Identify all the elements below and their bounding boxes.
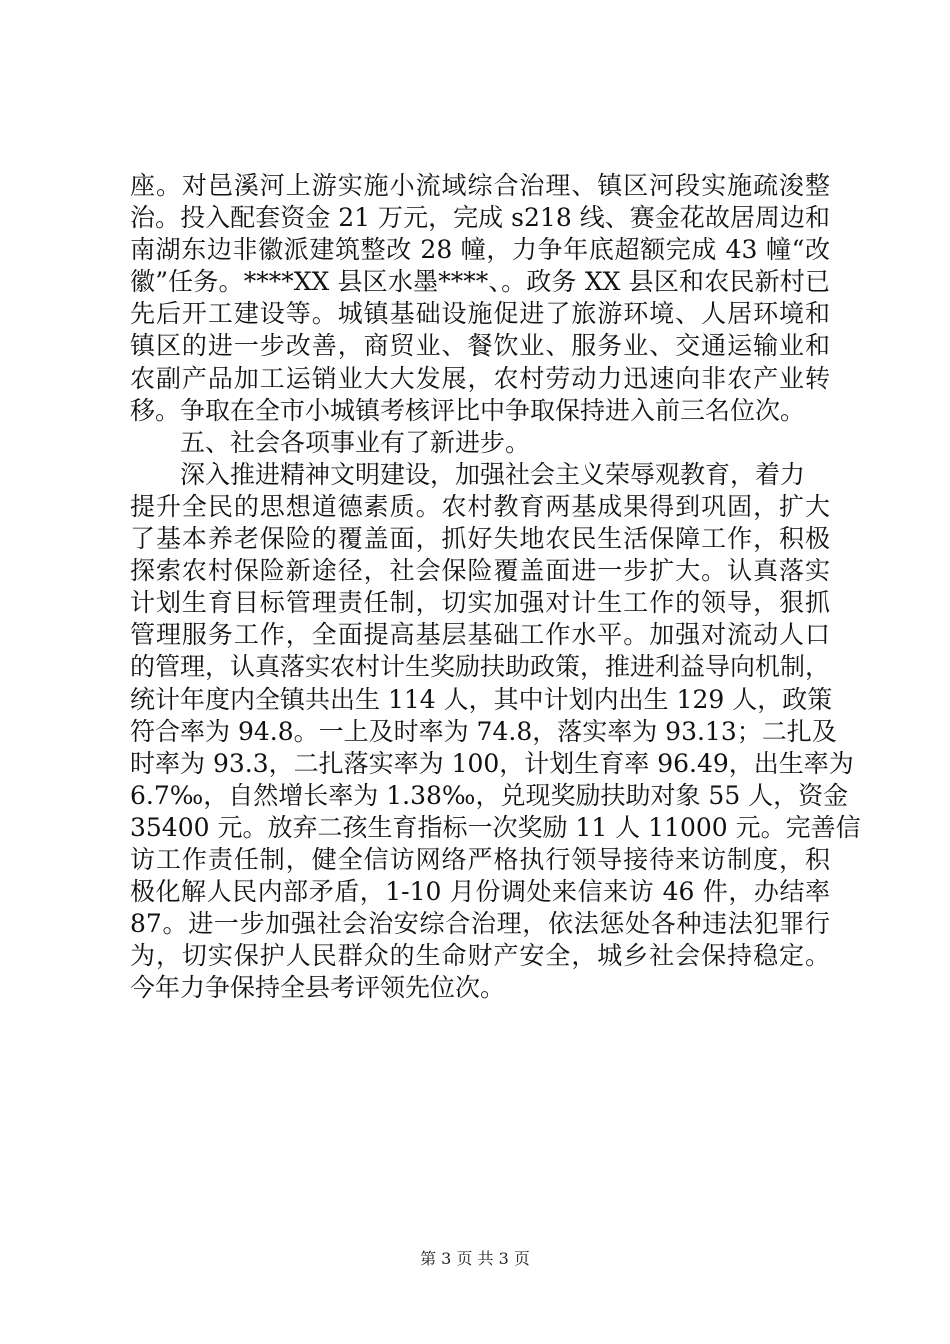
text-line: 符合率为 94.8。一上及时率为 74.8，落实率为 93.13；二扎及 [130,716,837,746]
text-line: 访工作责任制，健全信访网络严格执行领导接待来访制度，积 [130,844,830,874]
text-line: 35400 元。放弃二孩生育指标一次奖励 11 人 11000 元。完善信 [130,812,861,842]
text-line: 移。争取在全市小城镇考核评比中争取保持进入前三名位次。 [130,395,806,425]
text-line: 徽”任务。****XX 县区水墨****、。政务 XX 县区和农民新村已 [130,267,830,297]
text-line: 先后开工建设等。城镇基础设施促进了旅游环境、人居环境和 [130,299,830,329]
page-number-footer: 第 3 页 共 3 页 [420,1249,530,1268]
paragraph-first-line: 深入推进精神文明建设，加强社会主义荣辱观教育，着力 [180,459,806,489]
text-line: 提升全民的思想道德素质。农村教育两基成果得到巩固，扩大 [130,491,830,521]
text-line: 的管理，认真落实农村计生奖励扶助政策，推进利益导向机制， [130,652,831,682]
text-line: 为，切实保护人民群众的生命财产安全，城乡社会保持稳定。 [130,941,830,971]
text-line: 南湖东边非徽派建筑整改 28 幢，力争年底超额完成 43 幢“改 [130,235,830,265]
text-line: 探索农村保险新途径，社会保险覆盖面进一步扩大。认真落实 [130,556,830,586]
text-line: 极化解人民内部矛盾，1-10 月份调处来信来访 46 件，办结率 [130,877,830,907]
text-line: 统计年度内全镇共出生 114 人，其中计划内出生 129 人，政策 [130,684,833,714]
document-body [130,170,861,1004]
section-heading: 五、社会各项事业有了新进步。 [180,427,531,457]
text-line: 农副产品加工运销业大大发展，农村劳动力迅速向非农产业转 [130,363,830,393]
text-line: 87。进一步加强社会治安综合治理，依法惩处各种违法犯罪行 [130,909,830,939]
text-line: 时率为 93.3，二扎落实率为 100，计划生育率 96.49，出生率为 [130,748,854,778]
text-line: 今年力争保持全县考评领先位次。 [130,973,506,1003]
text-line: 治。投入配套资金 21 万元，完成 s218 线、赛金花故居周边和 [130,203,830,233]
text-line: 6.7‰，自然增长率为 1.38‰，兑现奖励扶助对象 55 人，资金 [130,780,849,810]
text-line: 了基本养老保险的覆盖面，抓好失地农民生活保障工作，积极 [130,524,830,554]
text-line: 管理服务工作，全面提高基层基础工作水平。加强对流动人口 [130,620,830,650]
text-line: 计划生育目标管理责任制，切实加强对计生工作的领导，狠抓 [130,588,830,618]
text-line: 镇区的进一步改善，商贸业、餐饮业、服务业、交通运输业和 [130,331,830,361]
text-line: 座。对邑溪河上游实施小流域综合治理、镇区河段实施疏浚整 [130,171,830,200]
